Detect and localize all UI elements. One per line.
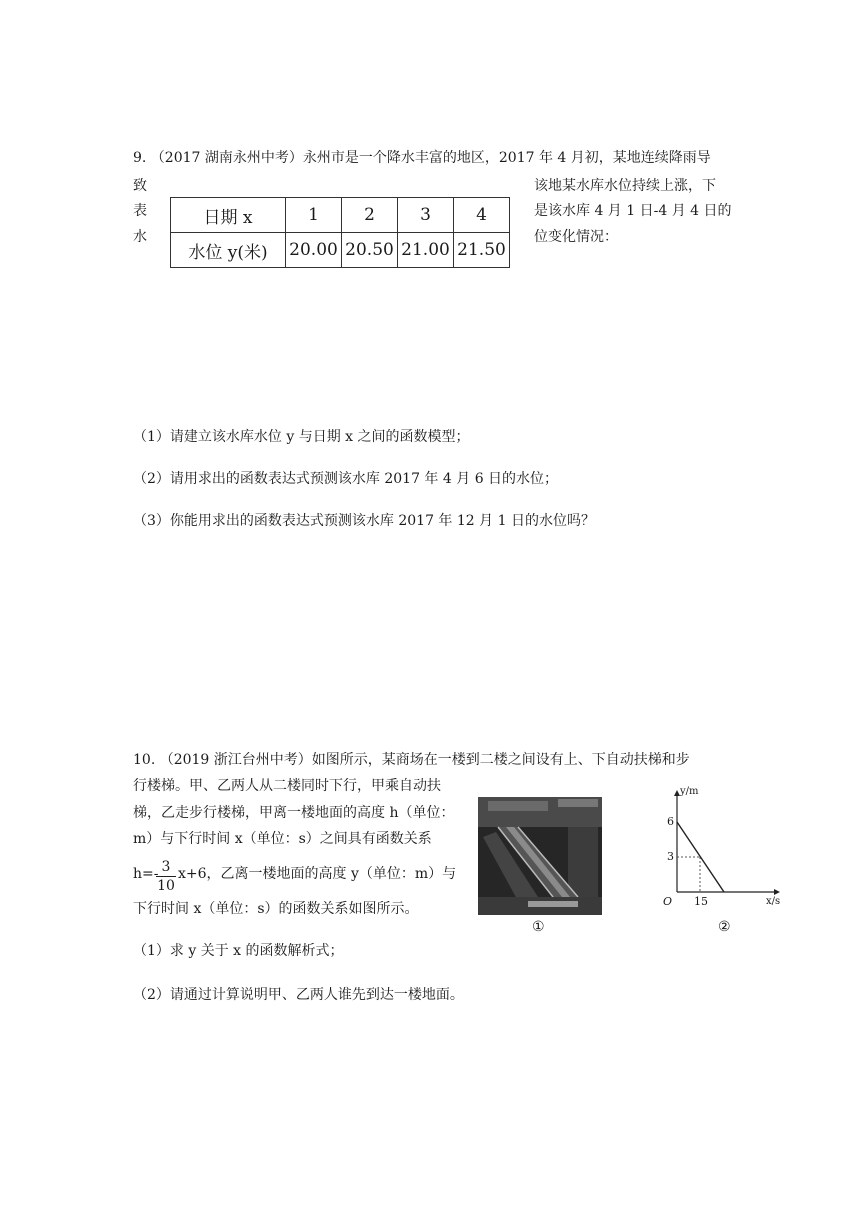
q10-line-5-post: x+6，乙离一楼地面的高度 y（单位：m）与: [178, 866, 457, 882]
table-cell: 20.50: [342, 233, 398, 268]
table-row: [171, 198, 510, 233]
escalator-photo: [478, 797, 602, 915]
level-header: 水位 y(米): [171, 233, 286, 268]
fraction-denominator: 10: [157, 878, 175, 894]
table-row: [171, 233, 510, 268]
q10-line-1: 10. （2019 浙江台州中考）如图所示，某商场在一楼到二楼之间设有上、下自动扶梯和步: [133, 752, 690, 768]
graph-y-tick-6: 6: [667, 815, 674, 828]
q10-line-2: 行楼梯。甲、乙两人从二楼同时下行，甲乘自动扶: [133, 778, 441, 794]
table-cell: 2: [342, 198, 398, 233]
q9-side-left-3: 水: [133, 229, 147, 245]
q9-side-left-2: 表: [133, 203, 147, 219]
table-cell: 20.00: [286, 233, 342, 268]
q9-side-left-1: 致: [133, 178, 147, 194]
fraction: [156, 858, 176, 895]
graph-origin-label: O: [663, 895, 673, 908]
q10-part-2: （2）请通过计算说明甲、乙两人谁先到达一楼地面。: [133, 987, 464, 1003]
table-cell: 21.00: [398, 233, 454, 268]
q9-side-right-3: 位变化情况：: [534, 229, 618, 245]
graph-y-axis-label: y/m: [680, 786, 699, 797]
table-cell: 1: [286, 198, 342, 233]
q9-part-1: （1）请建立该水库水位 y 与日期 x 之间的函数模型；: [133, 429, 470, 445]
water-level-table: [170, 197, 510, 268]
date-header: 日期 x: [171, 198, 286, 233]
q9-side-right-2: 是该水库 4 月 1 日-4 月 4 日的: [534, 203, 732, 219]
graph-x-tick-15: 15: [694, 895, 708, 908]
q9-side-right-1: 该地某水库水位持续上涨，下: [534, 178, 716, 194]
graph-x-axis-label: x/s: [766, 896, 781, 907]
q9-intro-line: 9. （2017 湖南永州中考）永州市是一个降水丰富的地区，2017 年 4 月初，某地连续降雨导: [133, 150, 711, 166]
table-cell: 21.50: [454, 233, 510, 268]
q9-part-3: （3）你能用求出的函数表达式预测该水库 2017 年 12 月 1 日的水位吗？: [133, 513, 595, 529]
figure-2-caption: ②: [718, 919, 731, 935]
q9-part-2: （2）请用求出的函数表达式预测该水库 2017 年 4 月 6 日的水位；: [133, 471, 559, 487]
graph-y-tick-3: 3: [667, 850, 674, 863]
q10-line-4: m）与下行时间 x（单位：s）之间具有函数关系: [133, 831, 432, 847]
q10-line-5-pre: h=-: [133, 866, 159, 882]
q10-line-3: 梯，乙走步行楼梯，甲离一楼地面的高度 h（单位：: [133, 805, 455, 821]
q10-part-1: （1）求 y 关于 x 的函数解析式；: [133, 943, 344, 959]
table-cell: 3: [398, 198, 454, 233]
fraction-numerator: 3: [156, 858, 176, 877]
table-cell: 4: [454, 198, 510, 233]
figure-1-caption: ①: [532, 919, 545, 935]
q10-line-6: 下行时间 x（单位：s）的函数关系如图所示。: [133, 901, 419, 917]
